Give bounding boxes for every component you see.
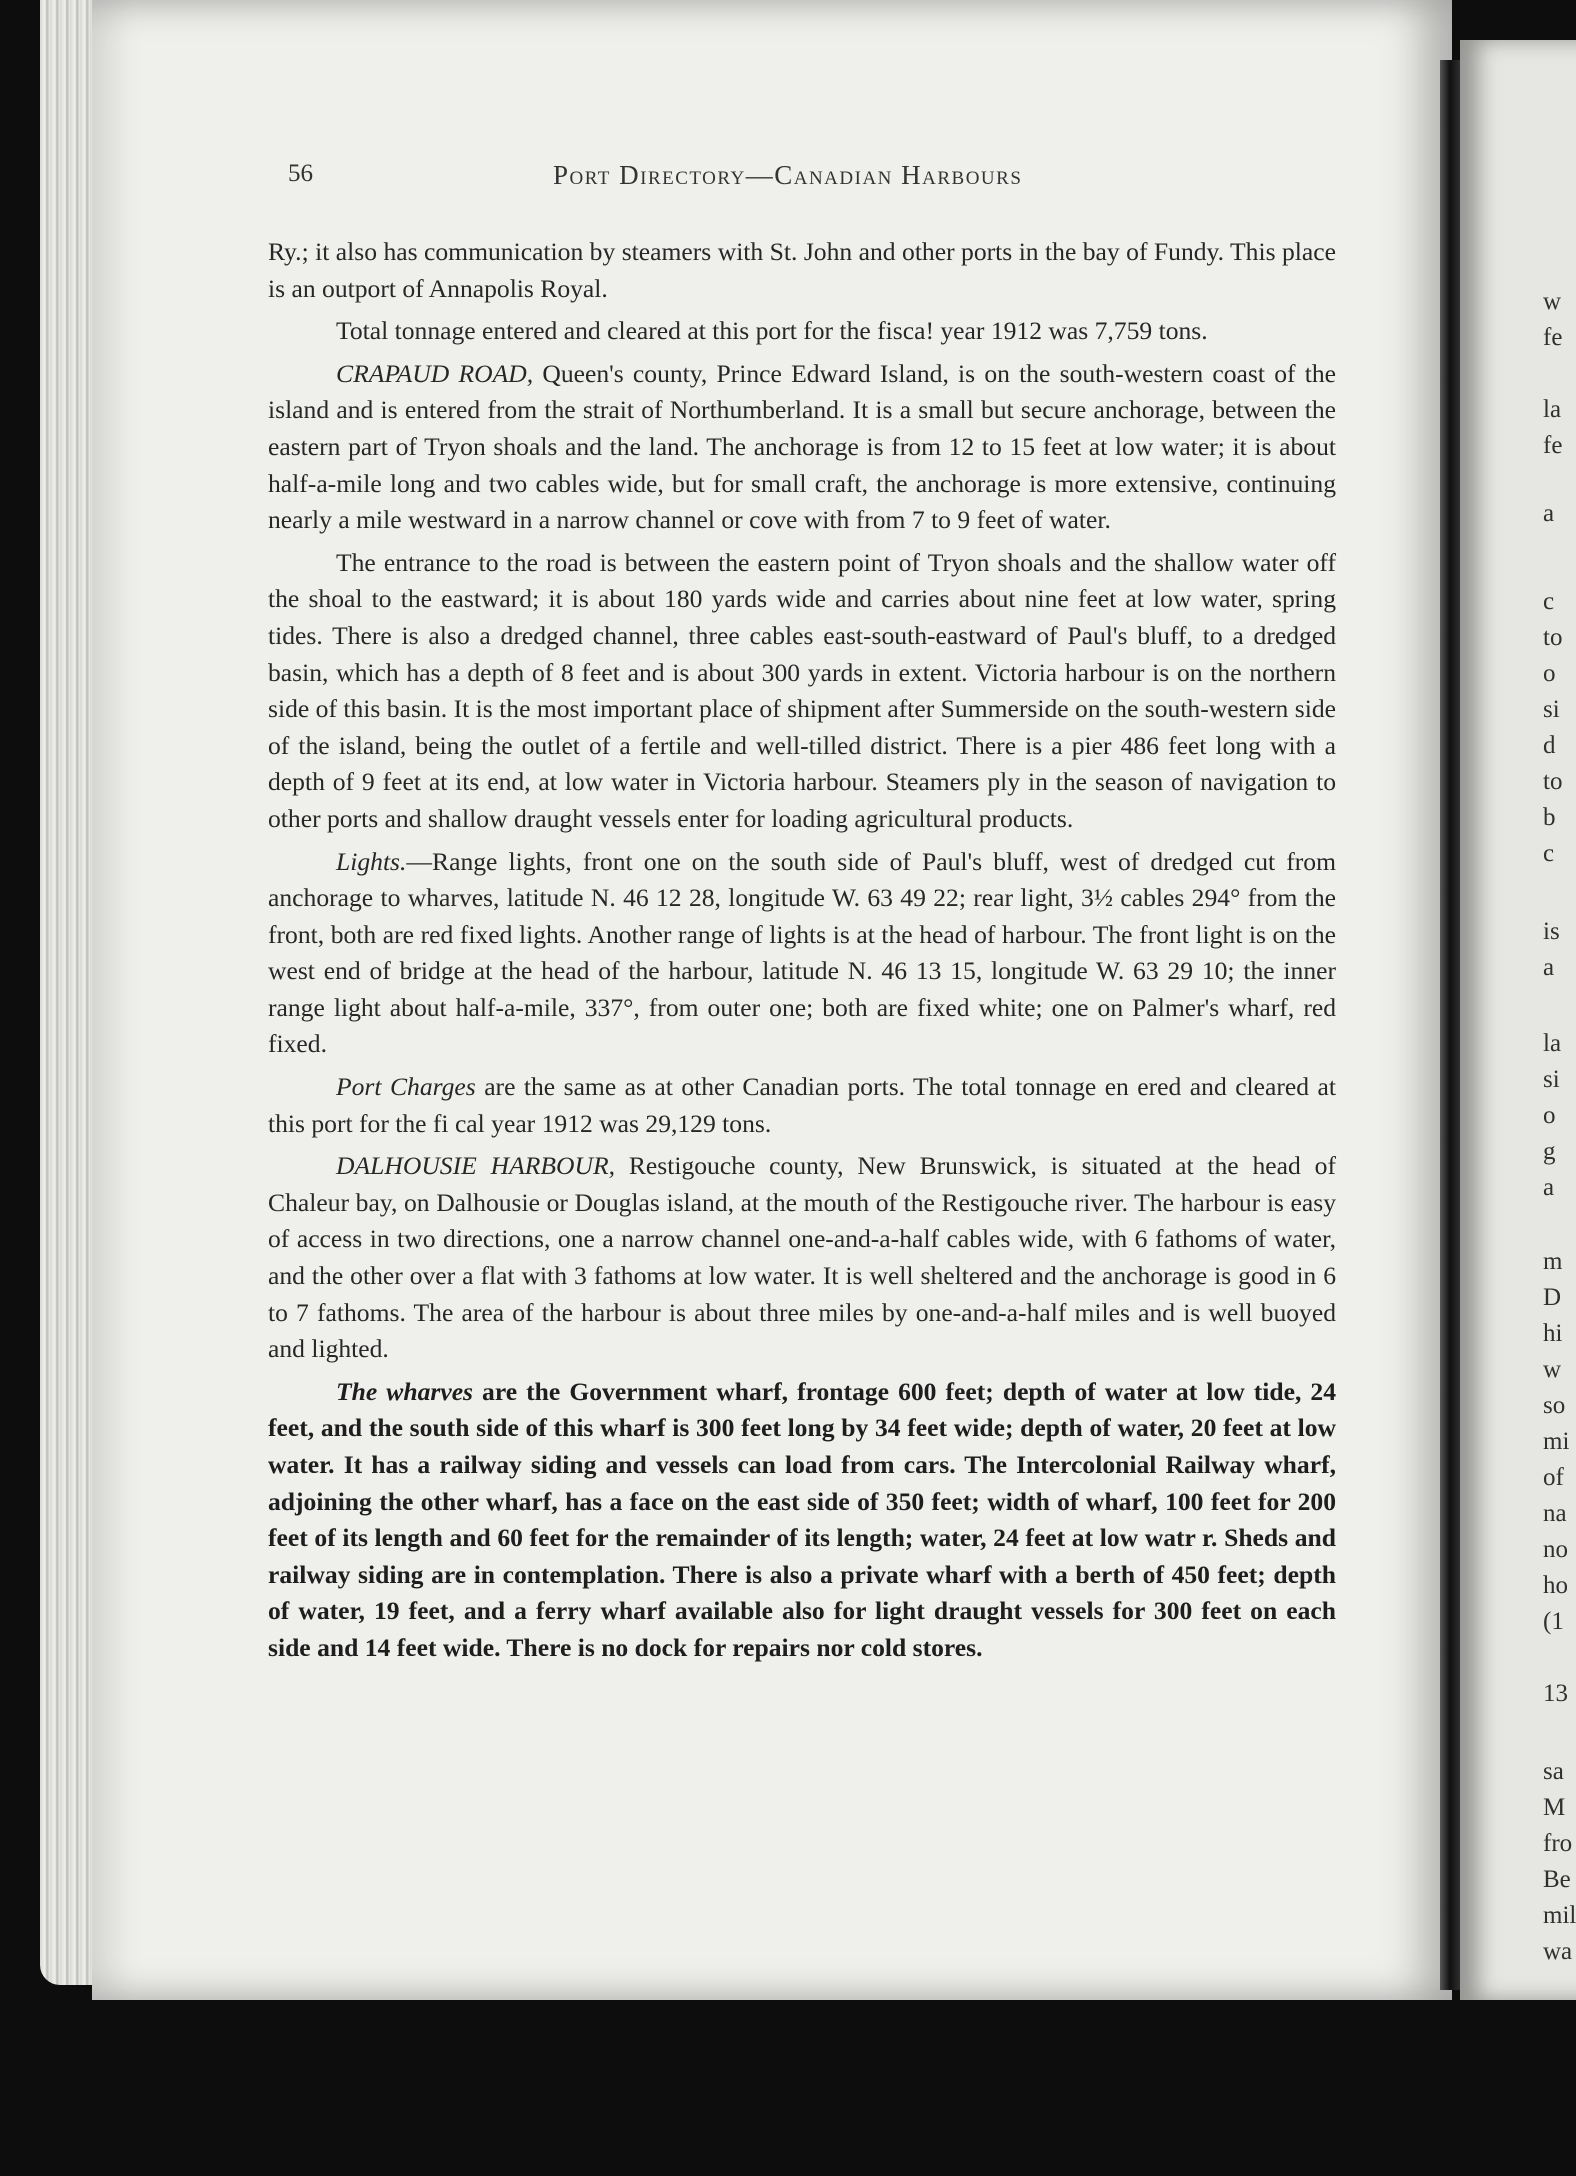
fragment: b xyxy=(1543,804,1556,831)
fragment: c xyxy=(1543,840,1555,867)
fragment: wa xyxy=(1543,1938,1573,1965)
fragment: o xyxy=(1543,660,1556,687)
fragment: Be xyxy=(1543,1866,1571,1893)
subheading-wharves: The wharves xyxy=(336,1376,474,1406)
fragment: fe xyxy=(1543,324,1563,351)
entry-heading: CRAPAUD ROAD, xyxy=(336,358,534,388)
fragment: of xyxy=(1543,1464,1564,1491)
fragment: mi xyxy=(1543,1428,1570,1455)
fragment: la xyxy=(1543,1030,1562,1057)
paragraph-lights xyxy=(268,844,1336,1064)
fragment: la xyxy=(1543,396,1562,423)
subheading-port-charges: Port Charges xyxy=(336,1072,476,1102)
page-number: 56 xyxy=(288,160,313,187)
paragraph-text: The entrance to the road is between the eastern point of Tryon shoals and the shallow water off the shoal to the eastward; it is about 180 yards wide and carries about nine feet at low water, spring tides. There is also a dredged channel, three cables east-south-eastward of Paul's bluff, to a dredged basin, which has a depth of 8 feet and is about 300 yards in extent. Victoria harbour is on the northern side of this basin. It is the most important place of shipment after Summerside on the south-western side of the island, being the outlet of a fertile and well-tilled district. There is a pier 486 feet long with a depth of 9 feet at its end, at low water in Victoria harbour. Steamers ply in the season of navigation to other ports and shallow draught vessels enter for loading agricultural products. xyxy=(268,547,1336,833)
fragment: (1 xyxy=(1543,1608,1564,1635)
fragment: 13 xyxy=(1543,1680,1568,1707)
page-header xyxy=(288,160,1338,200)
fragment: to xyxy=(1543,624,1563,651)
fragment: fro xyxy=(1543,1830,1573,1857)
paragraph-tonnage xyxy=(268,313,1336,350)
fragment: si xyxy=(1543,696,1560,723)
book-gutter xyxy=(1440,60,1462,1990)
paragraph-continuation xyxy=(268,234,1336,307)
fragment: ho xyxy=(1543,1572,1568,1599)
fragment: sa xyxy=(1543,1758,1564,1785)
paragraph-entrance xyxy=(268,545,1336,838)
running-head: Port Directory—Canadian Harbours xyxy=(553,160,1023,190)
fragment: D xyxy=(1543,1284,1562,1311)
paragraph-text: Ry.; it also has communication by steamers with St. John and other ports in the bay of Fundy. This place is an outport of Annapolis Royal. xyxy=(268,237,1336,303)
paragraph-text: —Range lights, front one on the south side of Paul's bluff, west of dredged cut from anchorage to wharves, latitude N. 46 12 28, longitude W. 63 49 22; rear light, 3½ cables 294° from the front, both are red fixed lights. Another range of lights is at the head of harbour. The front light is on the west end of bridge at the head of the harbour, latitude N. 46 13 15, longitude W. 63 29 10; the inner range light about half-a-mile, 337°, from outer one; both are fixed white; one on Palmer's wharf, red fixed. xyxy=(268,846,1336,1059)
paragraph-dalhousie-harbour xyxy=(268,1148,1336,1368)
subheading-lights: Lights. xyxy=(336,846,407,876)
fragment: c xyxy=(1543,588,1555,615)
paragraph-text: Queen's county, Prince Edward Island, is on the south-western coast of the island and is entered from the strait of Northumberland. It is a small but secure anchorage, between the eastern part of Tryon shoals and the land. The anchorage is from 12 to 15 feet at low water; it is about half-a-mile long and two cables wide, but for small craft, the anchorage is more extensive, continuing nearly a mile westward in a narrow channel or cove with from 7 to 9 feet of water. xyxy=(268,358,1336,535)
paragraph-text: are the same as at other Canadian ports. The total tonnage en ered and cleared at this port for the fi cal year 1912 was 29,129 tons. xyxy=(268,1072,1336,1138)
fragment: d xyxy=(1543,732,1556,759)
paragraph-text: are the Government wharf, frontage 600 feet; depth of water at low tide, 24 feet, and the south side of this wharf is 300 feet long by 34 feet wide; depth of water, 20 feet at low water. It has a railway siding and vessels can load from cars. The Intercolonial Railway wharf, adjoining the other wharf, has a face on the east side of 350 feet; width of wharf, 100 feet for 200 feet of its length and 60 feet for the remainder of its length; water, 24 feet at low watr r. Sheds and railway siding are in contemplation. There is also a private wharf with a berth of 450 feet; depth of water, 19 feet, and a ferry wharf available also for light draught vessels for 300 feet on each side and 14 feet wide. There is no dock for repairs nor cold stores. xyxy=(268,1376,1336,1662)
fragment: o xyxy=(1543,1102,1556,1129)
fragment: hi xyxy=(1543,1320,1563,1347)
fragment: a xyxy=(1543,500,1555,527)
entry-heading: DALHOUSIE HARBOUR, xyxy=(336,1151,615,1181)
fragment: fe xyxy=(1543,432,1563,459)
fragment: si xyxy=(1543,1066,1560,1093)
fragment: na xyxy=(1543,1500,1567,1527)
fragment: w xyxy=(1543,288,1562,315)
paragraph-text: Restigouche county, New Brunswick, is situated at the head of Chaleur bay, on Dalhousie or Douglas island, at the mouth of the Restigouche river. The harbour is easy of access in two directions, one a narrow channel one-and-a-half cables wide, with 6 fathoms of water, and the other over a flat with 3 fathoms at low water. It is well sheltered and the anchorage is good in 6 to 7 fathoms. The area of the harbour is about three miles by one-and-a-half miles and is well buoyed and lighted. xyxy=(268,1151,1336,1364)
fragment: to xyxy=(1543,768,1563,795)
fragment: is xyxy=(1543,918,1560,945)
fragment: g xyxy=(1543,1138,1556,1165)
fragment: a xyxy=(1543,1174,1555,1201)
fragment: so xyxy=(1543,1392,1566,1419)
fragment: no xyxy=(1543,1536,1568,1563)
fragment: M xyxy=(1543,1794,1566,1821)
fragment: m xyxy=(1543,1248,1563,1275)
fragment: a xyxy=(1543,954,1555,981)
paragraph-port-charges xyxy=(268,1069,1336,1142)
body-text xyxy=(268,234,1336,1673)
fragment: w xyxy=(1543,1356,1562,1383)
fragment: mil xyxy=(1543,1902,1576,1929)
paragraph-wharves xyxy=(268,1374,1336,1667)
paragraph-text: Total tonnage entered and cleared at this port for the fisca! year 1912 was 7,759 tons. xyxy=(336,316,1208,346)
paragraph-crapaud-road xyxy=(268,356,1336,539)
